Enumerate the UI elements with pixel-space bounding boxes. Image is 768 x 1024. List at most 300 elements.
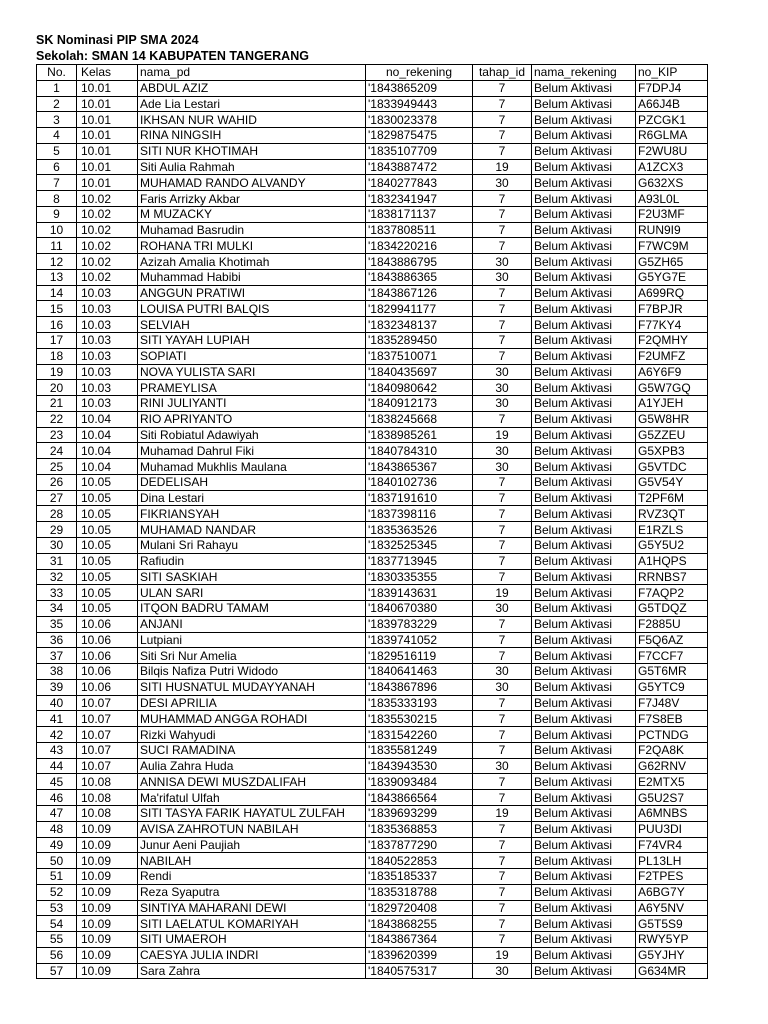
table-row — [37, 742, 708, 758]
table-row — [37, 285, 708, 301]
cell-nama-rekening: Belum Aktivasi — [532, 333, 636, 349]
cell-no-kip: F2TPES — [636, 869, 708, 885]
cell-nama-rekening: Belum Aktivasi — [532, 254, 636, 270]
cell-no: 55 — [37, 932, 77, 948]
cell-nama-pd: SOPIATI — [138, 348, 366, 364]
cell-tahap-id: 7 — [473, 774, 532, 790]
cell-no-kip: A699RQ — [636, 285, 708, 301]
cell-nama-pd: Sara Zahra — [138, 963, 366, 979]
cell-nama-rekening: Belum Aktivasi — [532, 159, 636, 175]
cell-no-rekening: '1837877290 — [366, 837, 473, 853]
table-row — [37, 758, 708, 774]
cell-no: 13 — [37, 269, 77, 285]
cell-tahap-id: 7 — [473, 695, 532, 711]
cell-nama-rekening: Belum Aktivasi — [532, 869, 636, 885]
cell-no-kip: F2QA8K — [636, 742, 708, 758]
cell-nama-rekening: Belum Aktivasi — [532, 679, 636, 695]
table-row — [37, 679, 708, 695]
cell-no-rekening: '1840522853 — [366, 853, 473, 869]
cell-nama-rekening: Belum Aktivasi — [532, 758, 636, 774]
cell-nama-rekening: Belum Aktivasi — [532, 522, 636, 538]
table-row — [37, 900, 708, 916]
cell-no-rekening: '1837713945 — [366, 553, 473, 569]
cell-tahap-id: 7 — [473, 128, 532, 144]
cell-tahap-id: 7 — [473, 853, 532, 869]
cell-tahap-id: 30 — [473, 758, 532, 774]
cell-kelas: 10.05 — [77, 537, 138, 553]
cell-tahap-id: 7 — [473, 837, 532, 853]
cell-nama-rekening: Belum Aktivasi — [532, 474, 636, 490]
cell-nama-pd: Lutpiani — [138, 632, 366, 648]
cell-kelas: 10.03 — [77, 317, 138, 333]
cell-kelas: 10.02 — [77, 222, 138, 238]
cell-no-kip: F7BPJR — [636, 301, 708, 317]
cell-no: 8 — [37, 191, 77, 207]
cell-no: 14 — [37, 285, 77, 301]
cell-nama-rekening: Belum Aktivasi — [532, 112, 636, 128]
cell-nama-rekening: Belum Aktivasi — [532, 396, 636, 412]
cell-no-kip: F2U3MF — [636, 206, 708, 222]
cell-no-rekening: '1835530215 — [366, 711, 473, 727]
cell-tahap-id: 7 — [473, 569, 532, 585]
table-row — [37, 837, 708, 853]
cell-nama-rekening: Belum Aktivasi — [532, 317, 636, 333]
table-row — [37, 191, 708, 207]
cell-no-kip: G632XS — [636, 175, 708, 191]
cell-nama-pd: PRAMEYLISA — [138, 380, 366, 396]
table-row — [37, 348, 708, 364]
cell-kelas: 10.07 — [77, 695, 138, 711]
cell-nama-pd: ULAN SARI — [138, 585, 366, 601]
cell-no-kip: PUU3DI — [636, 821, 708, 837]
cell-kelas: 10.05 — [77, 585, 138, 601]
cell-kelas: 10.06 — [77, 664, 138, 680]
cell-no-kip: G5W7GQ — [636, 380, 708, 396]
table-row — [37, 853, 708, 869]
cell-no: 35 — [37, 616, 77, 632]
cell-nama-rekening: Belum Aktivasi — [532, 222, 636, 238]
cell-tahap-id: 30 — [473, 443, 532, 459]
cell-no: 52 — [37, 884, 77, 900]
cell-nama-pd: Siti Sri Nur Amelia — [138, 648, 366, 664]
cell-tahap-id: 30 — [473, 459, 532, 475]
cell-nama-rekening: Belum Aktivasi — [532, 443, 636, 459]
cell-kelas: 10.09 — [77, 869, 138, 885]
cell-no-kip: G5Y5U2 — [636, 537, 708, 553]
cell-no: 37 — [37, 648, 77, 664]
cell-tahap-id: 7 — [473, 884, 532, 900]
table-row — [37, 569, 708, 585]
cell-no-rekening: '1843865209 — [366, 80, 473, 96]
cell-no: 36 — [37, 632, 77, 648]
cell-tahap-id: 7 — [473, 238, 532, 254]
cell-no-rekening: '1838245668 — [366, 411, 473, 427]
cell-no: 51 — [37, 869, 77, 885]
cell-kelas: 10.06 — [77, 679, 138, 695]
cell-no-kip: G62RNV — [636, 758, 708, 774]
cell-nama-pd: SITI TASYA FARIK HAYATUL ZULFAH — [138, 805, 366, 821]
cell-no-kip: F2UMFZ — [636, 348, 708, 364]
cell-tahap-id: 7 — [473, 916, 532, 932]
cell-kelas: 10.09 — [77, 884, 138, 900]
cell-nama-rekening: Belum Aktivasi — [532, 175, 636, 191]
table-row — [37, 238, 708, 254]
cell-nama-rekening: Belum Aktivasi — [532, 459, 636, 475]
cell-kelas: 10.07 — [77, 727, 138, 743]
cell-nama-rekening: Belum Aktivasi — [532, 916, 636, 932]
cell-nama-pd: Aulia Zahra Huda — [138, 758, 366, 774]
cell-tahap-id: 7 — [473, 648, 532, 664]
cell-nama-pd: RINA NINGSIH — [138, 128, 366, 144]
cell-no-kip: A1YJEH — [636, 396, 708, 412]
table-row — [37, 585, 708, 601]
cell-kelas: 10.02 — [77, 254, 138, 270]
cell-nama-rekening: Belum Aktivasi — [532, 285, 636, 301]
cell-no-rekening: '1843867896 — [366, 679, 473, 695]
cell-kelas: 10.01 — [77, 80, 138, 96]
cell-nama-pd: DEDELISAH — [138, 474, 366, 490]
cell-tahap-id: 7 — [473, 522, 532, 538]
table-row — [37, 947, 708, 963]
cell-kelas: 10.06 — [77, 632, 138, 648]
table-row — [37, 96, 708, 112]
cell-no: 5 — [37, 143, 77, 159]
cell-no-kip: PZCGK1 — [636, 112, 708, 128]
table-row — [37, 727, 708, 743]
cell-no-rekening: '1835318788 — [366, 884, 473, 900]
table-row — [37, 616, 708, 632]
cell-no: 33 — [37, 585, 77, 601]
school-name: Sekolah: SMAN 14 KABUPATEN TANGERANG — [36, 49, 309, 63]
cell-tahap-id: 7 — [473, 474, 532, 490]
cell-nama-rekening: Belum Aktivasi — [532, 411, 636, 427]
nominee-table — [36, 64, 708, 979]
table-row — [37, 774, 708, 790]
cell-no: 20 — [37, 380, 77, 396]
cell-kelas: 10.07 — [77, 711, 138, 727]
cell-nama-pd: IKHSAN NUR WAHID — [138, 112, 366, 128]
cell-nama-pd: AVISA ZAHROTUN NABILAH — [138, 821, 366, 837]
table-row — [37, 869, 708, 885]
cell-nama-pd: SINTIYA MAHARANI DEWI — [138, 900, 366, 916]
cell-no-rekening: '1832348137 — [366, 317, 473, 333]
table-row — [37, 396, 708, 412]
table-row — [37, 537, 708, 553]
cell-no-kip: RRNBS7 — [636, 569, 708, 585]
cell-tahap-id: 30 — [473, 380, 532, 396]
cell-kelas: 10.05 — [77, 490, 138, 506]
cell-nama-pd: ANNISA DEWI MUSZDALIFAH — [138, 774, 366, 790]
cell-tahap-id: 7 — [473, 900, 532, 916]
cell-kelas: 10.09 — [77, 947, 138, 963]
table-row — [37, 632, 708, 648]
cell-kelas: 10.03 — [77, 285, 138, 301]
cell-no-rekening: '1835107709 — [366, 143, 473, 159]
cell-nama-pd: CAESYA JULIA INDRI — [138, 947, 366, 963]
cell-nama-rekening: Belum Aktivasi — [532, 380, 636, 396]
table-row — [37, 427, 708, 443]
cell-no: 46 — [37, 790, 77, 806]
cell-nama-pd: SELVIAH — [138, 317, 366, 333]
cell-no-kip: F2WU8U — [636, 143, 708, 159]
cell-tahap-id: 30 — [473, 364, 532, 380]
cell-no-kip: T2PF6M — [636, 490, 708, 506]
cell-no-kip: A66J4B — [636, 96, 708, 112]
cell-no: 39 — [37, 679, 77, 695]
cell-no-kip: G5YJHY — [636, 947, 708, 963]
cell-nama-rekening: Belum Aktivasi — [532, 805, 636, 821]
table-row — [37, 805, 708, 821]
cell-no: 9 — [37, 206, 77, 222]
cell-no-kip: A6MNBS — [636, 805, 708, 821]
cell-nama-pd: ANJANI — [138, 616, 366, 632]
table-row — [37, 648, 708, 664]
cell-kelas: 10.03 — [77, 348, 138, 364]
cell-nama-pd: RIO APRIYANTO — [138, 411, 366, 427]
table-row — [37, 333, 708, 349]
cell-nama-pd: Ade Lia Lestari — [138, 96, 366, 112]
cell-no-rekening: '1830335355 — [366, 569, 473, 585]
cell-no: 7 — [37, 175, 77, 191]
cell-no-kip: G5XPB3 — [636, 443, 708, 459]
cell-no-kip: A93L0L — [636, 191, 708, 207]
cell-kelas: 10.04 — [77, 443, 138, 459]
cell-tahap-id: 30 — [473, 679, 532, 695]
cell-no-rekening: '1840912173 — [366, 396, 473, 412]
cell-no-rekening: '1840102736 — [366, 474, 473, 490]
cell-nama-rekening: Belum Aktivasi — [532, 128, 636, 144]
cell-kelas: 10.06 — [77, 616, 138, 632]
cell-nama-rekening: Belum Aktivasi — [532, 143, 636, 159]
table-row — [37, 411, 708, 427]
cell-nama-pd: SITI NUR KHOTIMAH — [138, 143, 366, 159]
cell-no-rekening: '1829720408 — [366, 900, 473, 916]
table-header — [37, 65, 708, 81]
cell-no-kip: E2MTX5 — [636, 774, 708, 790]
cell-nama-pd: ABDUL AZIZ — [138, 80, 366, 96]
cell-no-rekening: '1835368853 — [366, 821, 473, 837]
cell-nama-pd: SITI HUSNATUL MUDAYYANAH — [138, 679, 366, 695]
cell-kelas: 10.03 — [77, 364, 138, 380]
cell-no-kip: PL13LH — [636, 853, 708, 869]
table-row — [37, 143, 708, 159]
cell-tahap-id: 7 — [473, 553, 532, 569]
cell-kelas: 10.07 — [77, 742, 138, 758]
cell-no: 25 — [37, 459, 77, 475]
cell-no-kip: F7J48V — [636, 695, 708, 711]
cell-kelas: 10.01 — [77, 128, 138, 144]
cell-nama-pd: SUCI RAMADINA — [138, 742, 366, 758]
cell-kelas: 10.05 — [77, 474, 138, 490]
cell-kelas: 10.09 — [77, 853, 138, 869]
cell-no: 12 — [37, 254, 77, 270]
cell-nama-pd: MUHAMAD NANDAR — [138, 522, 366, 538]
cell-nama-pd: ROHANA TRI MULKI — [138, 238, 366, 254]
cell-no-rekening: '1835185337 — [366, 869, 473, 885]
cell-no-rekening: '1843865367 — [366, 459, 473, 475]
cell-no-rekening: '1832525345 — [366, 537, 473, 553]
cell-kelas: 10.03 — [77, 396, 138, 412]
cell-no: 34 — [37, 601, 77, 617]
cell-nama-rekening: Belum Aktivasi — [532, 664, 636, 680]
cell-tahap-id: 30 — [473, 175, 532, 191]
cell-tahap-id: 7 — [473, 317, 532, 333]
cell-nama-rekening: Belum Aktivasi — [532, 601, 636, 617]
cell-no-kip: F77KY4 — [636, 317, 708, 333]
cell-kelas: 10.03 — [77, 380, 138, 396]
cell-no-rekening: '1840784310 — [366, 443, 473, 459]
cell-no-kip: PCTNDG — [636, 727, 708, 743]
cell-nama-rekening: Belum Aktivasi — [532, 348, 636, 364]
cell-no-rekening: '1835333193 — [366, 695, 473, 711]
cell-tahap-id: 7 — [473, 490, 532, 506]
table-row — [37, 269, 708, 285]
cell-no-rekening: '1829875475 — [366, 128, 473, 144]
cell-kelas: 10.01 — [77, 175, 138, 191]
table-row — [37, 821, 708, 837]
table-row — [37, 159, 708, 175]
cell-nama-pd: NABILAH — [138, 853, 366, 869]
cell-nama-rekening: Belum Aktivasi — [532, 616, 636, 632]
cell-nama-pd: Rendi — [138, 869, 366, 885]
cell-kelas: 10.04 — [77, 459, 138, 475]
cell-nama-rekening: Belum Aktivasi — [532, 837, 636, 853]
cell-no-kip: F7DPJ4 — [636, 80, 708, 96]
cell-tahap-id: 7 — [473, 821, 532, 837]
cell-no-kip: A6BG7Y — [636, 884, 708, 900]
table-row — [37, 128, 708, 144]
cell-tahap-id: 7 — [473, 790, 532, 806]
cell-no: 3 — [37, 112, 77, 128]
cell-kelas: 10.07 — [77, 758, 138, 774]
cell-tahap-id: 30 — [473, 254, 532, 270]
cell-nama-rekening: Belum Aktivasi — [532, 269, 636, 285]
cell-nama-pd: Reza Syaputra — [138, 884, 366, 900]
cell-no-rekening: '1843886795 — [366, 254, 473, 270]
cell-nama-pd: Rafiudin — [138, 553, 366, 569]
cell-kelas: 10.05 — [77, 522, 138, 538]
cell-nama-rekening: Belum Aktivasi — [532, 490, 636, 506]
cell-tahap-id: 7 — [473, 537, 532, 553]
table-body — [37, 80, 708, 979]
cell-no-rekening: '1839143631 — [366, 585, 473, 601]
cell-tahap-id: 30 — [473, 963, 532, 979]
cell-kelas: 10.01 — [77, 112, 138, 128]
cell-nama-pd: DESI APRILIA — [138, 695, 366, 711]
cell-tahap-id: 7 — [473, 506, 532, 522]
cell-kelas: 10.09 — [77, 916, 138, 932]
cell-nama-rekening: Belum Aktivasi — [532, 932, 636, 948]
cell-no-kip: A6Y6F9 — [636, 364, 708, 380]
table-row — [37, 317, 708, 333]
cell-nama-pd: Muhammad Habibi — [138, 269, 366, 285]
cell-nama-pd: Siti Aulia Rahmah — [138, 159, 366, 175]
cell-tahap-id: 7 — [473, 932, 532, 948]
cell-no: 32 — [37, 569, 77, 585]
cell-no: 48 — [37, 821, 77, 837]
cell-kelas: 10.02 — [77, 238, 138, 254]
table-row — [37, 932, 708, 948]
cell-no: 56 — [37, 947, 77, 963]
cell-no: 45 — [37, 774, 77, 790]
header-row — [37, 65, 708, 81]
cell-no: 23 — [37, 427, 77, 443]
cell-nama-rekening: Belum Aktivasi — [532, 80, 636, 96]
cell-kelas: 10.09 — [77, 837, 138, 853]
cell-no-kip: F74VR4 — [636, 837, 708, 853]
cell-no-rekening: '1838171137 — [366, 206, 473, 222]
cell-no-rekening: '1843867364 — [366, 932, 473, 948]
cell-kelas: 10.02 — [77, 269, 138, 285]
table-row — [37, 443, 708, 459]
cell-nama-rekening: Belum Aktivasi — [532, 963, 636, 979]
cell-kelas: 10.05 — [77, 553, 138, 569]
table-row — [37, 790, 708, 806]
cell-nama-pd: SITI LAELATUL KOMARIYAH — [138, 916, 366, 932]
cell-no-kip: G5T5S9 — [636, 916, 708, 932]
cell-kelas: 10.01 — [77, 159, 138, 175]
cell-kelas: 10.06 — [77, 648, 138, 664]
cell-no: 31 — [37, 553, 77, 569]
table-row — [37, 380, 708, 396]
cell-nama-rekening: Belum Aktivasi — [532, 569, 636, 585]
cell-no-rekening: '1837398116 — [366, 506, 473, 522]
cell-kelas: 10.04 — [77, 411, 138, 427]
cell-nama-rekening: Belum Aktivasi — [532, 884, 636, 900]
cell-nama-pd: Muhamad Mukhlis Maulana — [138, 459, 366, 475]
cell-no-kip: A1ZCX3 — [636, 159, 708, 175]
cell-nama-rekening: Belum Aktivasi — [532, 537, 636, 553]
cell-no: 27 — [37, 490, 77, 506]
cell-nama-pd: NOVA YULISTA SARI — [138, 364, 366, 380]
cell-no: 4 — [37, 128, 77, 144]
cell-kelas: 10.09 — [77, 963, 138, 979]
cell-nama-pd: FIKRIANSYAH — [138, 506, 366, 522]
cell-nama-pd: Ma'rifatul Ulfah — [138, 790, 366, 806]
cell-tahap-id: 30 — [473, 664, 532, 680]
cell-nama-pd: MUHAMAD RANDO ALVANDY — [138, 175, 366, 191]
cell-no: 1 — [37, 80, 77, 96]
cell-no-rekening: '1832341947 — [366, 191, 473, 207]
cell-nama-rekening: Belum Aktivasi — [532, 821, 636, 837]
cell-no-rekening: '1840575317 — [366, 963, 473, 979]
cell-no-rekening: '1839093484 — [366, 774, 473, 790]
cell-no-kip: F7AQP2 — [636, 585, 708, 601]
document-title: SK Nominasi PIP SMA 2024 — [36, 33, 199, 47]
cell-kelas: 10.02 — [77, 206, 138, 222]
cell-no-rekening: '1840435697 — [366, 364, 473, 380]
cell-nama-pd: Bilqis Nafiza Putri Widodo — [138, 664, 366, 680]
header-nama-rekening: nama_rekening — [532, 65, 636, 81]
cell-no: 47 — [37, 805, 77, 821]
cell-no-kip: F7CCF7 — [636, 648, 708, 664]
cell-no-rekening: '1843943530 — [366, 758, 473, 774]
cell-nama-pd: Rizki Wahyudi — [138, 727, 366, 743]
cell-nama-rekening: Belum Aktivasi — [532, 853, 636, 869]
cell-no-rekening: '1839783229 — [366, 616, 473, 632]
cell-no-rekening: '1835581249 — [366, 742, 473, 758]
cell-no: 57 — [37, 963, 77, 979]
header-no-rekening: no_rekening — [366, 65, 473, 81]
cell-tahap-id: 7 — [473, 80, 532, 96]
cell-no-kip: RVZ3QT — [636, 506, 708, 522]
cell-nama-pd: SITI UMAEROH — [138, 932, 366, 948]
cell-no-rekening: '1839693299 — [366, 805, 473, 821]
cell-no: 40 — [37, 695, 77, 711]
cell-kelas: 10.08 — [77, 774, 138, 790]
cell-no-rekening: '1833949443 — [366, 96, 473, 112]
cell-no-kip: A6Y5NV — [636, 900, 708, 916]
